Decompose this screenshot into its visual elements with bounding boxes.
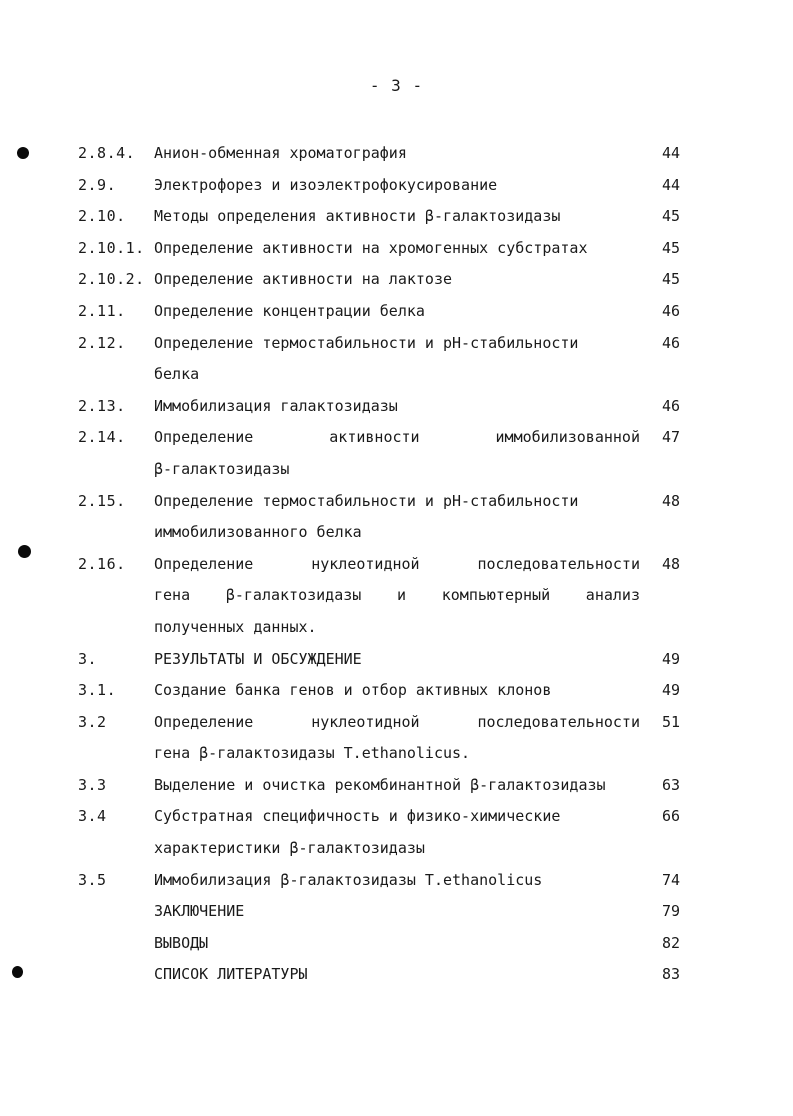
toc-entry-number: 2.13. [78,396,126,415]
toc-entry-number: 3.4 [78,807,107,826]
binding-hole-mark [17,147,29,159]
toc-entry-title-line: СПИСОК ЛИТЕРАТУРЫ [154,965,308,984]
toc-entry [78,549,688,644]
toc-entry [78,391,688,423]
toc-entry-page: 63 [661,775,680,794]
toc-entry-page: 74 [661,870,680,889]
toc-entry [78,675,688,707]
toc-entry-title-line: Определение активности на хромогенных субстратах [154,238,588,257]
toc-entry-page: 48 [661,491,680,510]
toc-entry-page: 49 [661,681,680,700]
toc-entry-title-line: Иммобилизация галактозидазы [154,396,398,415]
toc-entry-title-line: Определение нуклеотидной последовательности [154,554,640,573]
toc-entry [78,328,688,391]
toc-entry-title [154,296,640,328]
toc-entry-page: 46 [661,301,680,320]
toc-entry [78,170,688,202]
toc-entry-title-line: Определение термостабильности и рН-стабильности [154,491,579,510]
toc-entry-page: 46 [661,396,680,415]
toc-entry [78,801,688,864]
toc-entry-page: 51 [661,712,680,731]
toc-entry-number: 3.2 [78,712,107,731]
toc-entry-title-line: Определение активности на лактозе [154,270,453,289]
toc-entry-title-line: Определение концентрации белка [154,301,425,320]
toc-entry-title [154,675,640,707]
toc-entry-title-line: гена β-галактозидазы T.ethanolicus. [154,744,471,763]
toc-entry-number: 2.12. [78,333,126,352]
toc-entry-title-line: Определение термостабильности и рН-стабильности [154,333,579,352]
table-of-contents [78,138,688,991]
toc-entry-title [154,896,640,928]
toc-entry [78,770,688,802]
toc-entry [78,138,688,170]
toc-entry-title-line: Субстратная специфичность и физико-химические [154,807,561,826]
toc-entry-title [154,264,640,296]
toc-entry-page: 45 [661,207,680,226]
toc-entry-title-line: Создание банка генов и отбор активных клонов [154,681,552,700]
toc-entry-title-line: гена β-галактозидазы и компьютерный анализ [154,586,640,605]
toc-entry-number: 3.5 [78,870,107,889]
toc-entry-page: 66 [661,807,680,826]
toc-entry-title-line: Анион-обменная хроматография [154,144,407,162]
toc-entry [78,865,688,897]
toc-entry-page: 47 [661,428,680,447]
toc-entry [78,928,688,960]
toc-entry-title [154,201,640,233]
toc-entry [78,264,688,296]
toc-entry-page: 48 [661,554,680,573]
toc-entry-number: 2.15. [78,491,126,510]
toc-entry [78,486,688,549]
toc-entry-title [154,644,640,676]
toc-entry-number: 2.10.1. [78,238,145,257]
toc-entry-title [154,170,640,202]
toc-entry-title [154,422,640,485]
toc-entry-title [154,959,640,991]
toc-entry-title [154,801,640,864]
toc-entry-number: 3.1. [78,681,117,700]
toc-entry-number: 2.10. [78,207,126,226]
toc-entry [78,233,688,265]
toc-entry-page: 44 [661,175,680,194]
toc-entry-page: 44 [661,144,680,162]
toc-entry-title [154,486,640,549]
binding-hole-mark [18,545,31,558]
toc-entry-title [154,138,640,170]
toc-entry-number: 3. [78,649,98,668]
toc-entry-number: 2.10.2. [78,270,145,289]
toc-entry-title [154,707,640,770]
toc-entry-title [154,865,640,897]
toc-entry-title-line: Определение нуклеотидной последовательности [154,712,640,731]
toc-entry-page: 45 [661,238,680,257]
toc-entry-number: 2.14. [78,428,126,447]
toc-entry [78,296,688,328]
toc-entry [78,707,688,770]
page-number: - 3 - [369,76,424,95]
toc-entry-title-line: характеристики β-галактозидазы [154,839,425,858]
toc-entry [78,959,688,991]
toc-entry-title [154,770,640,802]
toc-entry-title-line: Иммобилизация β-галактозидазы T.ethanolicus [154,870,543,889]
toc-entry-page: 79 [661,902,680,921]
toc-entry-title [154,391,640,423]
toc-entry [78,896,688,928]
toc-entry-title-line: белка [154,365,200,384]
toc-entry-page: 46 [661,333,680,352]
toc-entry-number: 3.3 [78,775,107,794]
toc-entry-title-line: Определение активности иммобилизованной [154,428,640,447]
toc-entry-title-line: полученных данных. [154,617,317,636]
toc-entry-title-line: β-галактозидазы [154,459,290,478]
toc-entry-title-line: ЗАКЛЮЧЕНИЕ [154,902,245,921]
toc-entry-title [154,549,640,644]
toc-entry-number: 2.16. [78,554,126,573]
toc-entry-number: 2.11. [78,301,126,320]
toc-entry [78,644,688,676]
toc-entry-page: 83 [661,965,680,984]
toc-entry-number: 2.8.4. [78,144,136,162]
toc-entry-page: 45 [661,270,680,289]
toc-entry [78,422,688,485]
toc-entry-title-line: ВЫВОДЫ [154,933,209,952]
toc-entry [78,201,688,233]
toc-entry-page: 49 [661,649,680,668]
toc-entry-title [154,328,640,391]
toc-entry-title-line: иммобилизованного белка [154,523,362,542]
toc-entry-page: 82 [661,933,680,952]
toc-entry-title-line: Методы определения активности β-галактозидазы [154,207,561,226]
toc-entry-title-line: Электрофорез и изоэлектрофокусирование [154,175,498,194]
toc-entry-title [154,233,640,265]
toc-entry-title [154,928,640,960]
toc-entry-title-line: РЕЗУЛЬТАТЫ И ОБСУЖДЕНИЕ [154,649,362,668]
toc-entry-title-line: Выделение и очистка рекомбинантной β-галактозидазы [154,775,606,794]
toc-entry-number: 2.9. [78,175,117,194]
binding-hole-mark [12,966,23,978]
